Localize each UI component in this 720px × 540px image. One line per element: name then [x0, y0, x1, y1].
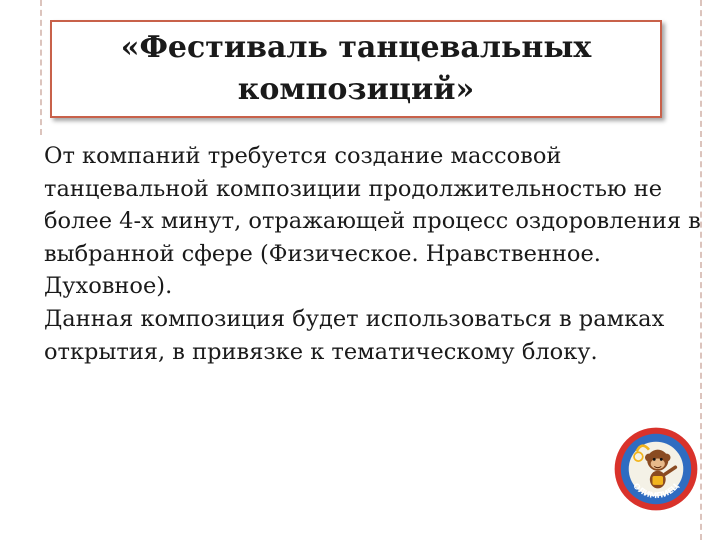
title-box: [50, 20, 662, 118]
slide-body: [44, 140, 704, 368]
slide-title: «Фестиваль танцевальных композиций»: [120, 30, 592, 107]
monkey-emblem-icon: [612, 425, 700, 513]
logo-text: ОЛИМПИЕЦ: [631, 481, 681, 501]
body-paragraph-1: От компаний требуется создание массовой танцевальной композиции продолжительностью не более 4-х минут, отражающей процесс оздоровления в выбранной сфере (Физическое. Нравственное. Духовное).: [44, 143, 701, 300]
left-dashed-edge: [40, 0, 42, 135]
body-paragraph-2: Данная композиция будет использоваться в рамках открытия, в привязке к тематическому блоку.: [44, 305, 665, 365]
